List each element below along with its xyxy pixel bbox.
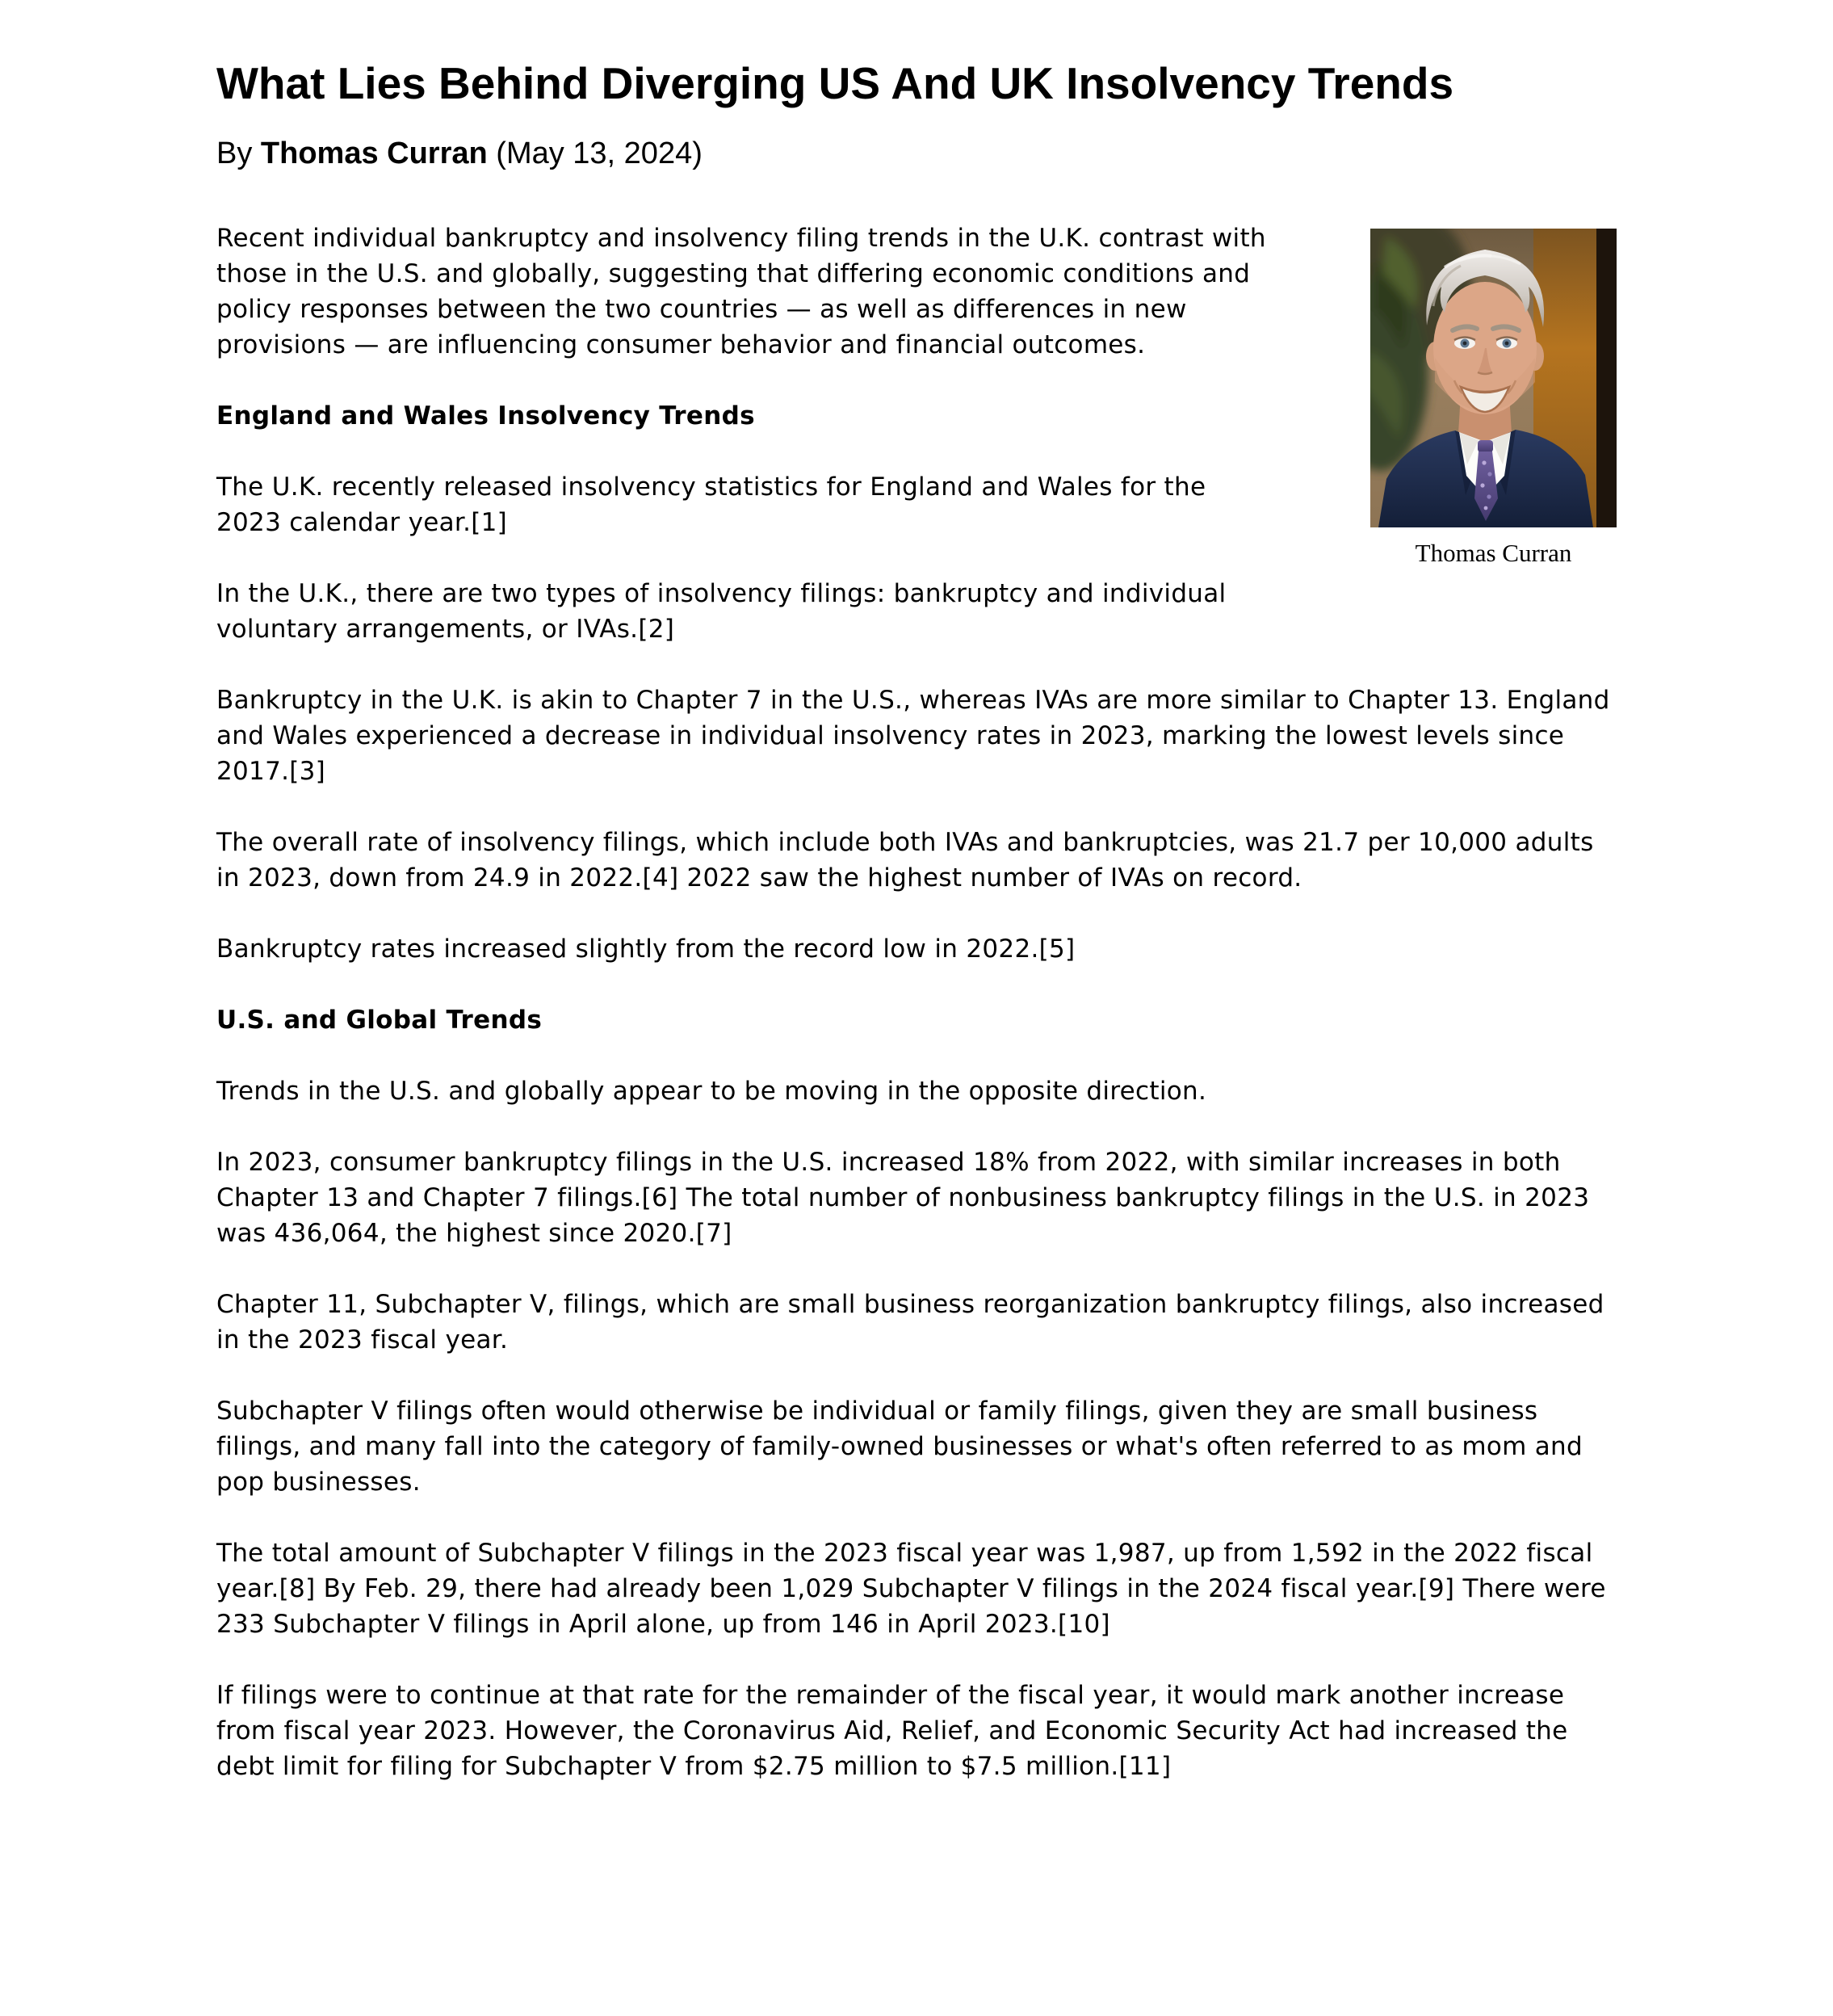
byline-author: Thomas Curran bbox=[260, 136, 488, 170]
author-portrait-photo bbox=[1370, 229, 1617, 527]
byline bbox=[216, 132, 1617, 175]
author-photo-figure bbox=[1370, 229, 1617, 569]
byline-prefix: By bbox=[216, 136, 261, 170]
article-paragraph: Subchapter V filings often would otherwise be individual or family filings, given they are small business filings, and many fall into the category of family-owned businesses or what's often referred to as mom and pop businesses. bbox=[216, 1396, 1583, 1497]
article-paragraph: The U.K. recently released insolvency statistics for England and Wales for the 2023 calendar year.[1] bbox=[216, 472, 1206, 538]
article-paragraph: The total amount of Subchapter V filings in the 2023 fiscal year was 1,987, up from 1,592 in the 2022 fiscal year.[8] By Feb. 29, there had already been 1,029 Subchapter V filings in the 2024 fiscal year.[9] There were 233 Subchapter V filings in April alone, up from 146 in April 2023.[10] bbox=[216, 1539, 1606, 1640]
article-paragraph: Bankruptcy in the U.K. is akin to Chapter 7 in the U.S., whereas IVAs are more similar to Chapter 13. England and Wales experienced a decrease in individual insolvency rates in 2023, marking the lowest levels since 2017.[3] bbox=[216, 686, 1610, 787]
article-paragraph: Trends in the U.S. and globally appear to be moving in the opposite direction. bbox=[216, 1077, 1207, 1107]
article-paragraph: In the U.K., there are two types of insolvency filings: bankruptcy and individual voluntary arrangements, or IVAs.[2] bbox=[216, 579, 1227, 645]
section-heading-us-global: U.S. and Global Trends bbox=[216, 1006, 543, 1035]
photo-caption: Thomas Curran bbox=[1415, 539, 1572, 568]
article-paragraph: Bankruptcy rates increased slightly from the record low in 2022.[5] bbox=[216, 934, 1076, 964]
article-paragraph: In 2023, consumer bankruptcy filings in the U.S. increased 18% from 2022, with similar increases in both Chapter 13 and Chapter 7 filings.[6] The total number of nonbusiness bankruptcy filings in the U.S. in 2023 was 436,064, the highest since 2020.[7] bbox=[216, 1148, 1590, 1249]
byline-date: (May 13, 2024) bbox=[487, 136, 703, 170]
article-paragraph: If filings were to continue at that rate for the remainder of the fiscal year, it would mark another increase from fiscal year 2023. However, the Coronavirus Aid, Relief, and Economic Security Act had increased the debt limit for filing for Subchapter V from $2.75 million to $7.5 million.[11] bbox=[216, 1681, 1568, 1782]
section-heading-england-wales: England and Wales Insolvency Trends bbox=[216, 401, 755, 431]
article-paragraph: The overall rate of insolvency filings, which include both IVAs and bankruptcies, was 21.7 per 10,000 adults in 2023, down from 24.9 in 2022.[4] 2022 saw the highest number of IVAs on record. bbox=[216, 828, 1594, 893]
page-title: What Lies Behind Diverging US And UK Insolvency Trends bbox=[216, 58, 1454, 108]
article-paragraph: Chapter 11, Subchapter V, filings, which are small business reorganization bankruptcy filings, also increased in the 2023 fiscal year. bbox=[216, 1290, 1604, 1355]
article-paragraph: Recent individual bankruptcy and insolvency filing trends in the U.K. contrast with those in the U.S. and globally, suggesting that differing economic conditions and policy responses between the two countries — as well as differences in new provisions — are influencing consumer behavior and financial outcomes. bbox=[216, 224, 1266, 360]
